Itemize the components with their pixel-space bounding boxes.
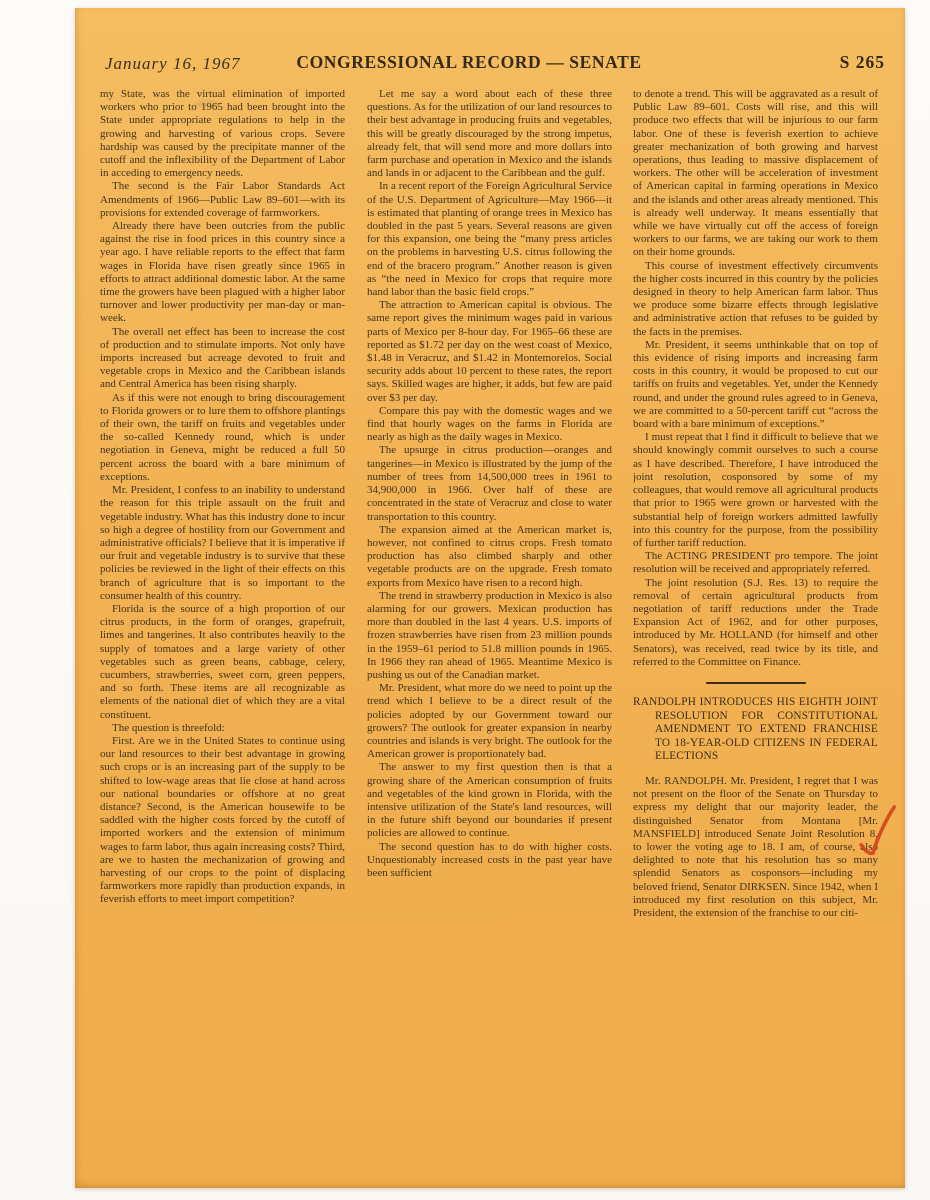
paragraph: I must repeat that I find it difficult to believe that we should knowingly commit ourselves to such a course as I have described. Therefore, I have introduced the joint resolution, cosponsored by some of my colleagues, that would remove all agricultural products that prior to 1965 were grown or harvested with the substantial help of foreign workers admitted lawfully into this country for the purpose, from the possibility of further tariff reduction. [633, 431, 878, 549]
paragraph: The attraction to American capital is obvious. The same report gives the minimum wages paid in various parts of Mexico per 8-hour day. For 1965–66 these are reported as $1.72 per day on the west coast of Mexico, $1.48 in Veracruz, and $1.42 in Montemorelos. Social security adds about 10 percent to these rates, the report says. Skilled wages are higher, it adds, but few are paid over $3 per day. [367, 299, 612, 404]
congressional-record-page [75, 8, 905, 1188]
paragraph: The overall net effect has been to increase the cost of production and to stimulate imports. Not only have imports increased but acreage devoted to fruit and vegetable crops in Mexico and the Caribbean islands and Central America has been rising sharply. [100, 325, 345, 391]
paragraph: The upsurge in citrus production—oranges and tangerines—in Mexico is illustrated by the jump of the number of trees from 14,500,000 trees in 1961 to 34,900,000 in 1966. Over half of these are concentrated in the state of Veracruz and close to water transportation to this country. [367, 444, 612, 523]
paragraph: Already there have been outcries from the public against the rise in food prices in this country since a year ago. I have reliable reports to the effect that farm wages in Florida have risen greatly since 1965 in efforts to attract additional domestic labor. At the same time the growers have been plagued with a higher labor turnover and lower productivity per man-day or man-week. [100, 220, 345, 325]
paragraph: Florida is the source of a high proportion of our citrus products, in the form of oranges, grapefruit, limes and tangerines. It also contributes heavily to the supply of tomatoes and a large variety of other vegetables such as green beans, cabbage, celery, cucumbers, strawberries, sweet corn, green peppers, and so forth. These items are all recognizable as elements of the national diet of which they are a vital constituent. [100, 602, 345, 721]
text-column-1 [100, 88, 345, 1160]
paragraph: Mr. President, what more do we need to point up the trend which I believe to be a direct result of the policies adopted by our Government toward our growers? The outlook for greater expansion in nearby countries and islands is very bright. The outlook for the American grower is proportionately bad. [367, 682, 612, 761]
paragraph: to denote a trend. This will be aggravated as a result of Public Law 89–601. Costs will rise, and this will produce two effects that will be injurious to our farm labor. One of these is feverish exertion to achieve greater mechanization of both growing and harvest operations, thus leading to massive displacement of workers. The other will be acceleration of investment of American capital in farming operations in Mexico and the islands and other areas already mentioned. This is already well underway. It means essentially that while we have virtually cut off the access of foreign workers to our farms, we are taking our work to them on their home grounds. [633, 88, 878, 259]
page-number: S 265 [839, 52, 885, 72]
paragraph: First. Are we in the United States to continue using our land resources to their best advantage in growing such crops or is an increasing part of the supply to be shifted to low-wage areas that lie close at hand across our national boundaries or offshore at no great distance? Second, is the American housewife to be saddled with the higher costs forced by the cutoff of imported workers and the extension of minimum wages to farm labor, thus again increasing costs? Third, are we to hasten the mechanization of growing and harvesting of our crops to the point of displacing farmworkers more rapidly than production expands, in feverish efforts to meet import competition? [100, 734, 345, 906]
paragraph: This course of investment effectively circumvents the higher costs incurred in this country by the policies designed in theory to help American farm labor. Thus we produce some bizarre effects through legislative and administrative action that refuses to be guided by the facts in the premises. [633, 259, 878, 338]
paragraph: The joint resolution (S.J. Res. 13) to require the removal of certain agricultural products from negotiation of tariff reductions under the Trade Expansion Act of 1962, and for other purposes, introduced by Mr. HOLLAND (for himself and other Senators), was received, read twice by its title, and referred to the Committee on Finance. [633, 576, 878, 668]
section-heading: RANDOLPH INTRODUCES HIS EIGHTH JOINT RESOLUTION FOR CONSTITUTIONAL AMENDMENT TO EXTEND FRANCHISE TO 18-YEAR-OLD CITIZENS IN FEDERAL ELECTIONS [633, 695, 878, 763]
paragraph: The second is the Fair Labor Standards Act Amendments of 1966—Public Law 89–601—with its provisions for extended coverage of farmworkers. [100, 180, 345, 219]
paragraph: Let me say a word about each of these three questions. As for the utilization of our land resources to their best advantage in producing fruits and vegetables, this will be greatly discouraged by the strong impetus, already felt, that will send more and more dollars into farm purchase and operation in Mexico and the islands and lands in or adjacent to the Caribbean and the gulf. [367, 88, 612, 180]
handwritten-checkmark-icon [856, 801, 902, 864]
paragraph: my State, was the virtual elimination of imported workers who prior to 1965 had been brought into the State under appropriate regulations to help in the growing and harvesting of various crops. Severe hardship was caused by the precipitate manner of the cutoff and the inflexibility of the Department of Labor in acceding to emergency needs. [100, 88, 345, 180]
paragraph: Mr. President, I confess to an inability to understand the reason for this triple assault on the fruit and vegetable industry. What has this industry done to incur so high a degree of hostility from our Government and administrative officials? I believe that it is imperative if our fruit and vegetable industry is to survive that these policies be reviewed in the light of their effects on this branch of agriculture that is so important to the consumer health of this country. [100, 484, 345, 602]
section-divider-rule [706, 682, 806, 684]
paragraph: Mr. RANDOLPH. Mr. President, I regret that I was not present on the floor of the Senate on Thursday to express my delight that our majority leader, the distinguished Senator from Montana [Mr. MANSFIELD] introduced Senate Joint Resolution 8, to lower the voting age to 18. I am, of course, also delighted to note that his resolution has so many splendid Senators as cosponsors—including my beloved friend, Senator DIRKSEN. Since 1942, when I introduced my first resolution on this subject, Mr. President, the extension of the franchise to our citi- [633, 774, 878, 919]
paragraph: As if this were not enough to bring discouragement to Florida growers or to lure them to offshore plantings of their own, the tariff on fruits and vegetables under the so-called Kennedy round, which is under negotiation in Geneva, might be reduced a full 50 percent across the board with a bare minimum of exceptions. [100, 391, 345, 483]
masthead-title: CONGRESSIONAL RECORD — SENATE [296, 52, 642, 72]
paragraph: The answer to my first question then is that a growing share of the American consumption of fruits and vegetables of the kind grown in Florida, with the intensive utilization of the State's land resources, will in the future shift beyond our boundaries if present policies are allowed to continue. [367, 761, 612, 840]
page-header [75, 52, 905, 78]
paragraph: Mr. President, it seems unthinkable that on top of this evidence of rising imports and increasing farm costs in this country, it would be proposed to cut our tariffs on fruits and vegetables. Yet, under the Kennedy round, and under the ground rules agreed to in Geneva, we are committed to a 50-percent tariff cut “across the board with a bare minimum of exceptions.” [633, 338, 878, 431]
column-3-top-paragraphs [633, 88, 878, 669]
paragraph: The question is threefold: [112, 721, 225, 734]
paragraph: The ACTING PRESIDENT pro tempore. The joint resolution will be received and appropriately referred. [633, 550, 878, 576]
text-column-3 [633, 88, 878, 1160]
text-column-2 [367, 88, 612, 1160]
paragraph: The second question has to do with higher costs. Unquestionably increased costs in the past year have been sufficient [367, 840, 612, 879]
column-3-bottom-paragraphs [633, 775, 878, 920]
paragraph: In a recent report of the Foreign Agricultural Service of the U.S. Department of Agriculture—May 1966—it is estimated that planting of orange trees in Mexico has doubled in the past 5 years. Several reasons are given for this expansion, one being the “many press articles on the problems in harvesting U.S. citrus following the end of the bracero program.” Another reason is given as “the need in Mexico for crops that require more hand labor than the basic field crops.” [367, 180, 612, 299]
issue-date: January 16, 1967 [105, 54, 241, 73]
paragraph: The trend in strawberry production in Mexico is also alarming for our growers. Mexican production has more than doubled in the last 4 years. U.S. imports of frozen strawberries have risen from 23 million pounds in the 1959–61 period to 51.8 million pounds in 1965. In 1966 they ran ahead of 1965. Meantime Mexico is pushing us out of the Canadian market. [367, 589, 612, 681]
paragraph: Compare this pay with the domestic wages and we find that hourly wages on the farms in Florida are nearly as high as the daily wages in Mexico. [367, 404, 612, 444]
paragraph: The expansion aimed at the American market is, however, not confined to citrus crops. Fresh tomato production has also climbed sharply and other vegetable products are on the upgrade. Fresh tomato exports from Mexico have risen to a record high. [367, 523, 612, 589]
